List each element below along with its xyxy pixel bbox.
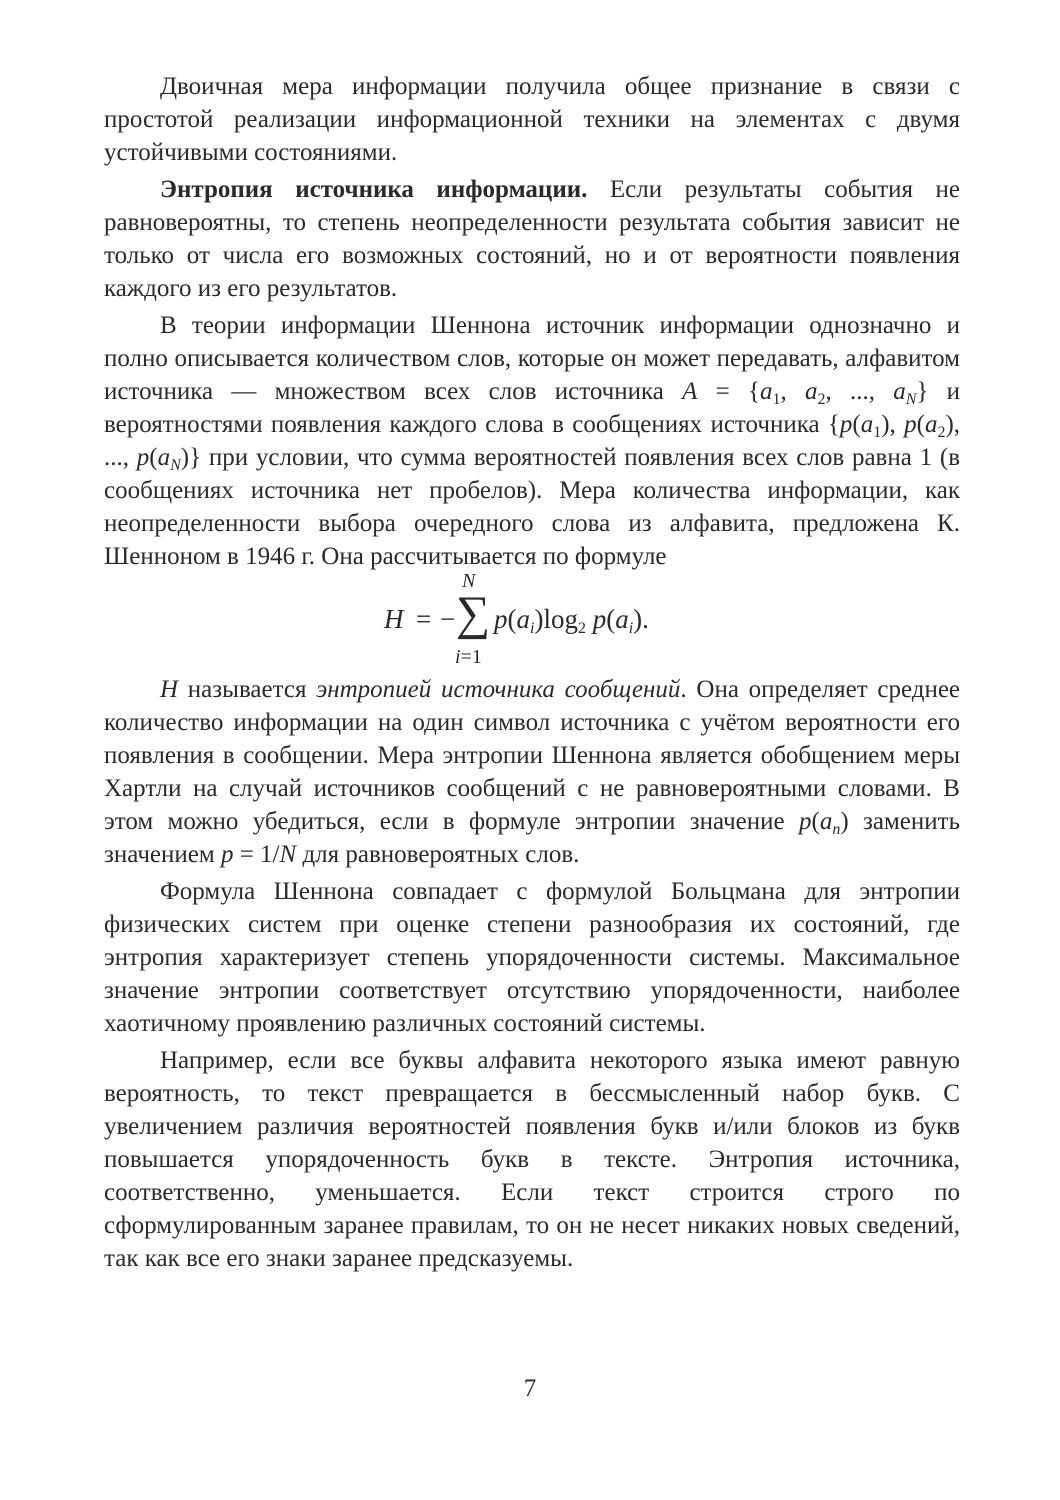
math-var: a — [615, 604, 629, 634]
math-var: a — [860, 411, 874, 438]
math-var: A — [682, 378, 698, 405]
math-sub: 1 — [772, 391, 781, 408]
math-sub: N — [170, 457, 181, 474]
math-var: a — [759, 378, 773, 405]
formula-minus: − — [440, 604, 456, 634]
paragraph-binary-measure: Двоичная мера информации получила общее признание в связи с простотой реализации информационной техники на элементах с двумя устойчивыми состояниями. — [104, 73, 960, 166]
paragraph-example: Например, если все буквы алфавита некоторого языка имеют равную вероятность, то текст превращается в бессмысленный набор букв. С увеличением различия вероятностей появления букв и/или блоков из букв повышается упорядоченность букв в тексте. Энтропия источника, соответственно, уменьшается. Если текст строится строго по сформулированным заранее правилам, то он не несет никаких новых сведений, так как все его знаки заранее предсказуемы. — [104, 1047, 960, 1272]
math-var: a — [819, 808, 833, 835]
paragraph-shannon-theory: В теории информации Шеннона источник информации однозначно и полно описывается количеством слов, которые он может передавать, алфавитом источника — множеством всех слов источника $A = \{a_1$, $a_2$, ..., $a_N$} и вероятностями появления каждого слова в сообщениях источника {$p(a_1)$, $p(a_2)$, ..., $p(a_N)$} при условии, что сумма вероятностей появления всех слов равна 1 (в сообщениях источника нет пробелов). Мера количества информации, как неопределенности выбора очередного слова из алфавита, предложена К. Шенноном в 1946 г. Она рассчитывается по формуле — [104, 312, 961, 570]
math-var: a — [157, 444, 171, 471]
emphasis-term: энтропией источника сообщений — [316, 676, 681, 703]
math-var: a — [516, 604, 530, 634]
math-var: p — [592, 604, 607, 634]
text-run: } при условии, что сумма вероятностей появления всех слов равна 1 (в сообщениях источника нет пробелов). Мера количества информации, как неопределенности выбора очередного слова из алфавита, предложена К. Шенноном в 1946 г. Она рассчитывается по формуле — [104, 444, 960, 570]
text-run: . — [642, 604, 649, 634]
paragraph-entropy-definition — [104, 173, 960, 305]
formula-equals: = — [416, 604, 432, 634]
math-var: a — [804, 378, 818, 405]
page-body — [104, 70, 960, 1279]
text-run: , ..., — [825, 378, 894, 405]
math-var: H — [160, 676, 179, 703]
text-run: В теории информации Шеннона источник информации однозначно и полно описывается количеством слов, которые он может передавать, алфавитом источника — множеством всех слов источника — [104, 312, 960, 405]
math-sub: N — [905, 391, 917, 408]
text-run: = { — [697, 378, 760, 405]
entropy-heading: Энтропия источника информации. — [160, 176, 588, 203]
text-run: , — [889, 411, 905, 438]
math-var: i — [455, 646, 461, 668]
math-sub: 2 — [937, 424, 946, 441]
math-var: p — [904, 411, 917, 438]
text-run: =1 — [460, 646, 482, 668]
text-run: } и вероятностями появления каждого слова в сообщениях источника { — [104, 378, 960, 438]
page-number: 7 — [523, 1375, 537, 1402]
formula-rhs: $p(a_i)\log_2$ $p(a_i)$. — [494, 604, 649, 637]
math-var: a — [893, 378, 906, 405]
math-var: p — [839, 411, 853, 438]
entropy-formula — [104, 570, 960, 669]
math-var: p — [798, 808, 812, 835]
math-sub: 1 — [873, 424, 882, 441]
text-run: называется — [178, 676, 317, 703]
text-run: = 1/ — [233, 841, 280, 868]
math-sub: i — [530, 620, 535, 637]
text-run: , ..., — [104, 411, 961, 471]
entropy-heading-text: Если результаты события не равновероятны, то степень неопределенности результата события зависит не только от числа его возможных состояний, но и от вероятности появления каждого из его результатов. — [104, 176, 961, 302]
text-run: , — [780, 378, 805, 405]
sum-symbol: ∑ — [456, 587, 491, 640]
paragraph-boltzmann: Формула Шеннона совпадает с формулой Больцмана для энтропии физических систем при оценке степени разнообразия их состояний, где энтропия характеризует степень упорядоченности системы. Максимальное значение энтропии соответствует отсутствию упорядоченности, наиболее хаотичному проявлению различных состояний системы. — [104, 878, 960, 1037]
math-sub: n — [832, 821, 841, 838]
paragraph-entropy-meaning: H называется энтропией источника сообщений. Она определяет среднее количество информации на один символ источника с учётом вероятности его появления в сообщении. Мера энтропии Шеннона является обобщением меры Хартли на случай источников сообщений с не равновероятными словами. В этом можно убедиться, если в формуле энтропии значение $p(a_n)$ заменить значением p = 1/N для равновероятных слов. — [104, 676, 961, 868]
text-run: log — [543, 604, 578, 634]
math-var: p — [136, 444, 150, 471]
math-var: p — [494, 604, 508, 634]
math-var: p — [220, 841, 234, 868]
text-run: . Она определяет среднее количество информации на один символ источника с учётом вероятности его появления в сообщении. Мера энтропии Шеннона является обобщением меры Хартли на случай источников сообщений с не равновероятными словами. В этом можно убедиться, если в формуле энтропии значение — [104, 676, 961, 835]
text-run: для равновероятных слов. — [296, 841, 580, 868]
sum-upper-limit: N — [462, 570, 476, 592]
sum-lower-limit — [455, 641, 482, 674]
math-var: a — [924, 411, 938, 438]
math-sub: 2 — [817, 391, 826, 408]
formula-lhs: H — [384, 604, 404, 634]
math-sub: 2 — [577, 620, 586, 637]
text-run: заменить значением — [104, 808, 960, 868]
math-sub: i — [628, 620, 634, 637]
math-var: N — [279, 841, 297, 868]
